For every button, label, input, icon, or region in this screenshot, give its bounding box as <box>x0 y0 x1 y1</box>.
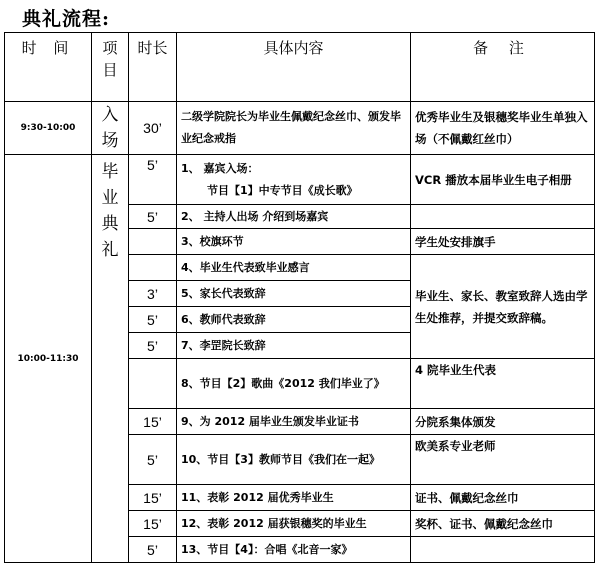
remark-cell: 优秀毕业生及银穗奖毕业生单独入场（不佩戴红丝巾） <box>411 102 595 155</box>
duration-cell: 5’ <box>129 205 177 229</box>
remark-cell: 学生处安排旗手 <box>411 229 595 255</box>
header-duration: 时长 <box>129 33 177 102</box>
remark-cell: 欧美系专业老师 <box>411 435 595 485</box>
duration-cell: 30’ <box>129 102 177 155</box>
duration-cell: 5’ <box>129 435 177 485</box>
content-cell: 5、家长代表致辞 <box>177 281 411 307</box>
header-remark: 备 注 <box>411 33 595 102</box>
remark-cell: VCR 播放本届毕业生电子相册 <box>411 155 595 205</box>
content-cell: 11、表彰 2012 届优秀毕业生 <box>177 485 411 511</box>
table-row <box>5 155 595 205</box>
duration-cell: 5’ <box>129 307 177 333</box>
content-cell: 13、节目【4】：合唱《北音一家》 <box>177 537 411 563</box>
remark-cell <box>411 205 595 229</box>
item-cell: 入场 <box>92 102 129 155</box>
time-cell: 10:00-11:30 <box>5 155 92 563</box>
content-cell: 12、表彰 2012 届获银穗奖的毕业生 <box>177 511 411 537</box>
duration-cell: 5’ <box>129 333 177 359</box>
header-content: 具体内容 <box>177 33 411 102</box>
duration-cell <box>129 229 177 255</box>
duration-cell: 15’ <box>129 511 177 537</box>
page-title: 典礼流程: <box>22 8 111 30</box>
table-row <box>5 102 595 155</box>
content-cell: 3、校旗环节 <box>177 229 411 255</box>
header-time: 时 间 <box>5 33 92 102</box>
remark-cell: 证书、佩戴纪念丝巾 <box>411 485 595 511</box>
remark-cell: 分院系集体颁发 <box>411 409 595 435</box>
duration-cell <box>129 255 177 281</box>
content-cell: 9、为 2012 届毕业生颁发毕业证书 <box>177 409 411 435</box>
content-cell: 2、 主持人出场 介绍到场嘉宾 <box>177 205 411 229</box>
duration-cell: 5’ <box>129 155 177 205</box>
remark-cell: 毕业生、家长、教室致辞人选由学生处推荐，并提交致辞稿。 <box>411 255 595 359</box>
content-cell: 8、节目【2】歌曲《2012 我们毕业了》 <box>177 359 411 409</box>
remark-cell: 奖杯、证书、佩戴纪念丝巾 <box>411 511 595 537</box>
content-cell: 10、节目【3】教师节目《我们在一起》 <box>177 435 411 485</box>
duration-cell: 15’ <box>129 485 177 511</box>
table-header-row <box>5 33 595 102</box>
ceremony-schedule-table <box>4 32 595 563</box>
content-cell: 1、 嘉宾入场： 节目【1】中专节目《成长歌》 <box>177 155 411 205</box>
duration-cell: 15’ <box>129 409 177 435</box>
duration-cell <box>129 359 177 409</box>
content-cell: 6、教师代表致辞 <box>177 307 411 333</box>
item-cell: 毕业典礼 <box>92 155 129 563</box>
duration-cell: 3’ <box>129 281 177 307</box>
content-cell: 4、毕业生代表致毕业感言 <box>177 255 411 281</box>
content-cell: 二级学院院长为毕业生佩戴纪念丝巾、颁发毕业纪念戒指 <box>177 102 411 155</box>
header-item: 项目 <box>92 33 129 102</box>
duration-cell: 5’ <box>129 537 177 563</box>
remark-cell <box>411 537 595 563</box>
time-cell: 9:30-10:00 <box>5 102 92 155</box>
remark-cell: 4 院毕业生代表 <box>411 359 595 409</box>
content-cell: 7、李罡院长致辞 <box>177 333 411 359</box>
